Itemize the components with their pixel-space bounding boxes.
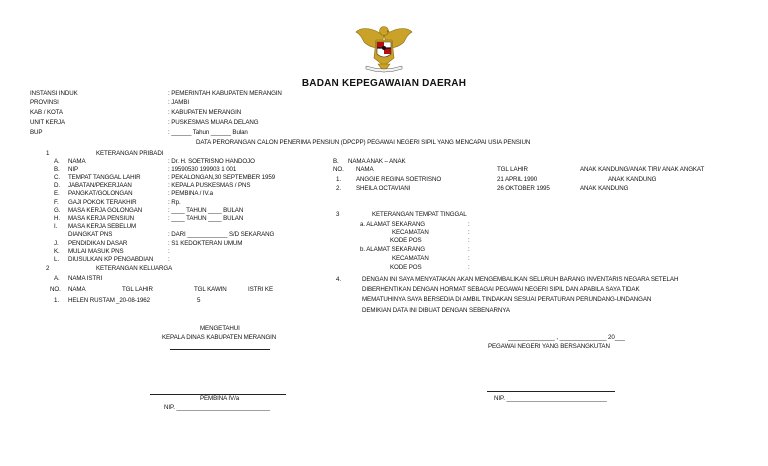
wife-row-name: HELEN RUSTAM <box>68 297 115 304</box>
info-label-provinsi: PROVINSI <box>30 99 59 106</box>
children-code: B. <box>333 158 339 165</box>
garuda-emblem-icon <box>352 22 416 74</box>
s1-value: : S1 KEDOKTERAN UMUM <box>168 240 243 247</box>
s1-label: MASA KERJA SEBELUM <box>68 223 137 230</box>
info-value-bup: : ______ Tahun ______ Bulan <box>168 129 248 136</box>
child-row-name: ANGGIE REGINA SOETRISNO <box>356 176 442 183</box>
s1-code: D. <box>54 182 60 189</box>
sign-rank: PEMBINA IV/a <box>200 395 240 402</box>
s1-label: NAMA <box>68 158 86 165</box>
info-label-instansi: INSTANSI INDUK <box>30 90 78 97</box>
sign-nip-left: NIP. ____________________________ <box>164 404 271 411</box>
s1-label: PENDIDIKAN DASAR <box>68 240 128 247</box>
s1-value: : DARI ____________ S/D SEKARANG <box>168 231 275 238</box>
wife-col-name: NAMA <box>68 286 86 293</box>
s1-value: : ____ TAHUN ____ BULAN <box>168 207 244 214</box>
child-row-name: SHEILA OCTAVIANI <box>356 185 411 192</box>
address-a-kecamatan: KECAMATAN <box>392 229 429 236</box>
s1-label: JABATAN/PEKERJAAN <box>68 182 132 189</box>
section1-number: 1 <box>46 150 50 157</box>
s1-value: : <box>168 256 170 263</box>
sign-date-line: ______________ , ______________ 20___ <box>508 334 625 341</box>
sign-nip-right: NIP. ______________________________ <box>494 395 607 402</box>
address-a-pos-colon: : <box>468 237 470 244</box>
document-subtitle: DATA PERORANGAN CALON PENERIMA PENSIUN (DPCPP) PEGAWAI NEGERI SIPIL YANG MENCAPAI USIA PENSIUN <box>196 139 531 146</box>
info-value-instansi: : PEMERINTAH KABUPATEN MERANGIN <box>168 90 282 97</box>
wife-row-no: 1. <box>54 297 59 304</box>
s1-label: NIP <box>68 166 79 173</box>
s2-sub-code: A. <box>54 275 60 282</box>
info-label-unit: UNIT KERJA <box>30 119 65 126</box>
section3-number: 3 <box>336 211 340 218</box>
s1-code: C. <box>54 174 60 181</box>
s1-value: : ____ TAHUN ____ BULAN <box>168 215 244 222</box>
wife-col-no: NO. <box>50 286 61 293</box>
s1-label: MASA KERJA PENSIUN <box>68 215 134 222</box>
sign-head-title: KEPALA DINAS KABUPATEN MERANGIN <box>162 334 277 341</box>
address-a-colon: : <box>468 221 470 228</box>
s1-code: K. <box>54 248 60 255</box>
statement-line: MEMATUHINYA SAYA BERSEDIA DI AMBIL TINDAKAN SESUAI PERATURAN PERUNDANG-UNDANGAN <box>362 296 652 303</box>
address-b-kec-colon: : <box>468 255 470 262</box>
child-row-status: ANAK KANDUNG <box>580 185 629 192</box>
child-row-no: 1. <box>336 176 341 183</box>
statement-line: DIBERHENTIKAN DENGAN HORMAT SEBAGAI PEGAWAI NEGERI SIPIL DAN APABILA SAYA TIDAK <box>362 286 640 293</box>
section3-title: KETERANGAN TEMPAT TINGGAL <box>372 211 467 218</box>
address-a-label: a. ALAMAT SEKARANG <box>360 221 426 228</box>
sign-head-line <box>170 349 270 350</box>
child-row-birth: 26 OKTOBER 1995 <box>497 185 550 192</box>
s1-code: E. <box>54 190 60 197</box>
statement-line: DEMIKIAN DATA INI DIBUAT DENGAN SEBENARNYA <box>362 307 510 314</box>
address-b-kecamatan: KECAMATAN <box>392 255 429 262</box>
statement-line: DENGAN INI SAYA MENYATAKAN AKAN MENGEMBALIKAN SELURUH BARANG INVENTARIS NEGARA SETELAH <box>362 276 679 283</box>
wife-row-order: 5 <box>197 297 201 304</box>
children-col-birth: TGL LAHIR <box>497 166 528 173</box>
s1-value: : Rp. <box>168 199 181 206</box>
s1-code: I. <box>54 223 58 230</box>
children-col-no: NO. <box>333 166 344 173</box>
sign-right-line <box>487 391 615 392</box>
address-b-label: b. ALAMAT SEKARANG <box>360 246 426 253</box>
s1-label: DIANGKAT PNS <box>68 231 113 238</box>
child-row-birth: 21 APRIL 1990 <box>497 176 538 183</box>
address-a-kodepos: KODE POS <box>390 237 422 244</box>
s1-label: GAJI POKOK TERAKHIR <box>68 199 137 206</box>
section4-number: 4. <box>336 276 341 283</box>
sign-employee-title: PEGAWAI NEGERI YANG BERSANGKUTAN <box>488 343 610 350</box>
s1-code: A. <box>54 158 60 165</box>
children-title: NAMA ANAK – ANAK <box>348 158 406 165</box>
sign-know: MENGETAHUI <box>200 325 240 332</box>
s1-code: H. <box>54 215 60 222</box>
s1-value: : PEMBINA / IV.a <box>168 190 213 197</box>
page-title: BADAN KEPEGAWAIAN DAERAH <box>301 78 467 89</box>
wife-col-wed: TGL KAWIN <box>194 286 227 293</box>
s1-value: : <box>168 248 170 255</box>
s1-label: DIUSULKAN KP PENGABDIAN <box>68 256 154 263</box>
s1-label: PANGKAT/GOLONGAN <box>68 190 133 197</box>
s1-value: : 19590530 199903 1 001 <box>168 166 237 173</box>
address-b-pos-colon: : <box>468 264 470 271</box>
wife-col-birth: TGL LAHIR <box>122 286 153 293</box>
section1-title: KETERANGAN PRIBADI <box>96 150 164 157</box>
children-col-status: ANAK KANDUNG/ANAK TIRI/ ANAK ANGKAT <box>580 166 705 173</box>
s1-code: B. <box>54 166 60 173</box>
child-row-no: 2. <box>336 185 341 192</box>
s1-value: : PEKALONGAN,30 SEPTEMBER 1959 <box>168 174 276 181</box>
info-value-kab: : KABUPATEN MERANGIN <box>168 109 242 116</box>
s1-code: L. <box>54 256 59 263</box>
s1-value: : KEPALA PUSKESMAS / PNS <box>168 182 251 189</box>
s1-code: G. <box>54 207 61 214</box>
s1-label: MULAI MASUK PNS <box>68 248 124 255</box>
info-value-unit: : PUSKESMAS MUARA DELANG <box>168 119 259 126</box>
s1-label: TEMPAT TANGGAL LAHIR <box>68 174 141 181</box>
s1-code: J. <box>54 240 59 247</box>
wife-col-order: ISTRI KE <box>248 286 273 293</box>
s1-code: F. <box>54 199 59 206</box>
child-row-status: ANAK KANDUNG <box>608 176 657 183</box>
info-label-bup: BUP <box>30 129 43 136</box>
section2-title: KETERANGAN KELUARGA <box>96 265 173 272</box>
wife-row-birth: _20-08-1962 <box>116 297 150 304</box>
section2-number: 2 <box>46 265 50 272</box>
children-col-name: NAMA <box>356 166 374 173</box>
address-a-kec-colon: : <box>468 229 470 236</box>
s1-value: : Dr. H. SOETRISNO HANDOJO <box>168 158 255 165</box>
info-label-kab: KAB / KOTA <box>30 109 63 116</box>
address-b-colon: : <box>468 246 470 253</box>
address-b-kodepos: KODE POS <box>390 264 422 271</box>
s2-sub-label: NAMA ISTRI <box>68 275 103 282</box>
info-value-provinsi: : JAMBI <box>168 99 189 106</box>
s1-label: MASA KERJA GOLONGAN <box>68 207 143 214</box>
